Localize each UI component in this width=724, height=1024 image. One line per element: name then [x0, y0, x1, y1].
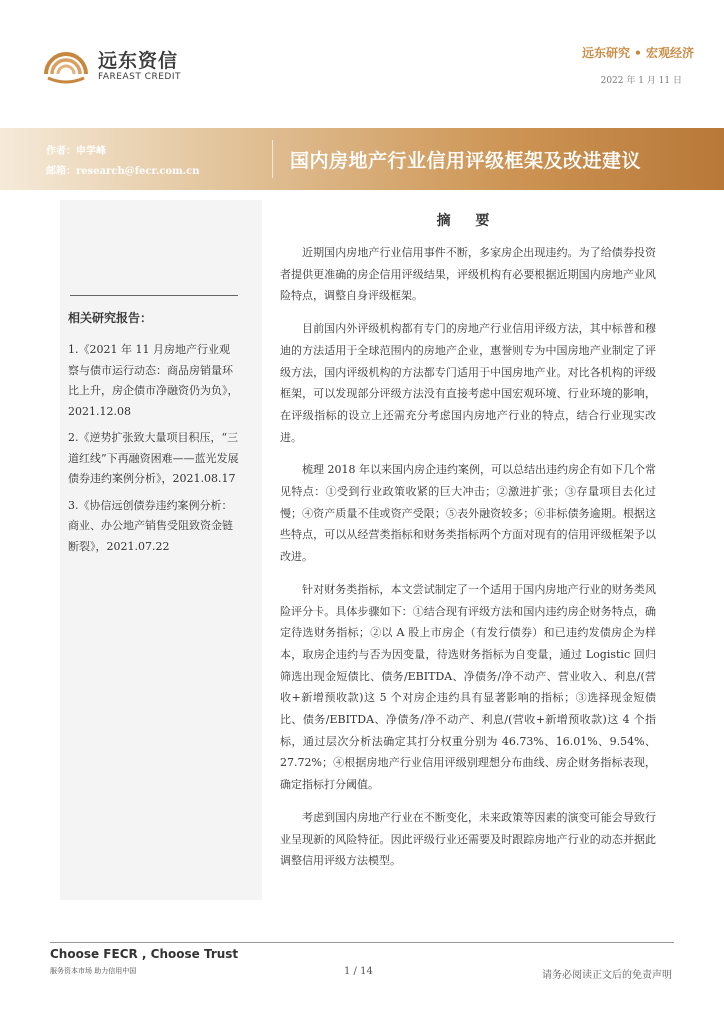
abstract-paragraph: 考虑到国内房地产行业在不断变化，未来政策等因素的演变可能会导致行业呈现新的风险特征。因此评级行业还需要及时跟踪房地产行业的动态并据此调整信用评级方法模型。: [280, 810, 656, 868]
sidebar-rule: [70, 295, 238, 296]
report-series: 远东研究 • 宏观经济: [581, 46, 694, 60]
abstract-paragraph: 梳理 2018 年以来国内房企违约案例，可以总结出违约房企有如下几个常见特点：①受到行业政策收紧的巨大冲击；②激进扩张；③存量项目去化过慢；④资产质量不佳或资产受限；⑤表外融资较多；⑥非标债务逾期。根据这些特点，可以从经营类指标和财务类指标两个方面对现有的信用评级框架予以改进。: [280, 463, 656, 564]
email: 邮箱：research@fecr.com.cn: [46, 166, 200, 177]
brand-name-cn: 远东资信: [98, 50, 179, 72]
page-number: 1 / 14: [344, 966, 373, 977]
footer-subslogan: 服务资本市场 助力信用中国: [50, 967, 137, 975]
abstract: [280, 210, 656, 883]
fareast-logo-icon: [42, 44, 90, 86]
brand-name-en: FAREAST CREDIT: [98, 72, 181, 82]
related-report-item: 3.《协信远创债券违约案例分析：商业、办公地产销售受阻致资金链断裂》，2021.07.22: [68, 498, 233, 553]
related-reports: [68, 309, 240, 563]
report-date: 2022 年 1 月 11 日: [600, 76, 682, 86]
footer-slogan: Choose FECR , Choose Trust: [50, 947, 239, 961]
report-title: 国内房地产行业信用评级框架及改进建议: [290, 150, 642, 172]
footer-rule: [50, 942, 674, 943]
title-banner: [0, 128, 724, 190]
related-report-item: 1.《2021 年 11 月房地产行业观察与债市运行动态：商品房销量环比上升，房企债市净融资仍为负》，2021.12.08: [68, 343, 239, 418]
banner-divider: [272, 140, 273, 178]
abstract-paragraph: 近期国内房地产行业信用事件不断，多家房企出现违约。为了给债券投资者提供更准确的房企信用评级结果，评级机构有必要根据近期国内房地产业风险特点，调整自身评级框架。: [280, 246, 656, 303]
related-report-item: 2.《逆势扩张致大量项目积压，“三道红线”下再融资困难——蓝光发展债券违约案例分析》，2021.08.17: [68, 431, 239, 485]
abstract-paragraph: 目前国内外评级机构都有专门的房地产行业信用评级方法，其中标普和穆迪的方法适用于全球范围内的房地产企业，惠誉则专为中国房地产业制定了评级方法，国内评级机构的方法都专门适用于中国房地产业。对比各机构的评级框架，可以发现部分评级方法没有直接考虑中国宏观环境、行业环境的影响，在评级指标的设立上还需充分考虑国内房地产行业的特点，结合行业现实改进。: [280, 322, 656, 444]
brand-logo: [42, 44, 192, 90]
abstract-paragraph: 针对财务类指标，本文尝试制定了一个适用于国内房地产行业的财务类风险评分卡。具体步骤如下：①结合现有评级方法和国内违约房企财务特点，确定待选财务指标；②以 A 股上市房企（有发行债券）和已违约发债房企为样本，取房企违约与否为因变量，待选财务指标为自变量，通过 Logistic 回归筛选出现金短债比、债务/EBITDA、净债务/净不动产、营业收入、利息/(营收+新增预收款)这 5 个对房企违约具有显著影响的指标；③选择现金短债比、债务/EBITDA、净债务/净不动产、利息/(营收+新增预收款)这 4 个指标，通过层次分析法确定其打分权重分别为 46.73%、16.01%、9.54%、27.72%；④根据房地产行业信用评级别理想分布曲线、房企财务指标表现，确定指标打分阈值。: [280, 582, 656, 792]
footer-disclaimer: 请务必阅读正文后的免责声明: [542, 970, 672, 981]
related-reports-title: 相关研究报告：: [68, 311, 153, 325]
abstract-title: 摘 要: [436, 213, 500, 229]
author: 作者：申学峰: [46, 146, 106, 157]
